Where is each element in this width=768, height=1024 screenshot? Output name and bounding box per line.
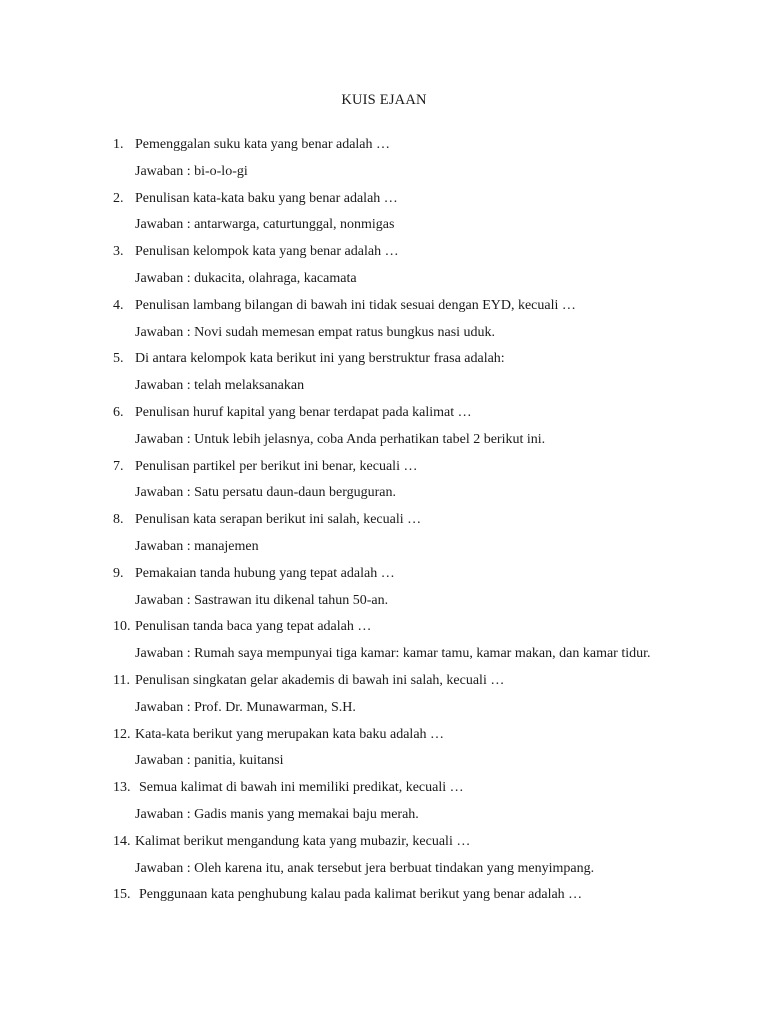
question-text: Kata-kata berikut yang merupakan kata baku adalah … [135, 726, 445, 742]
item-number: 5. [113, 351, 124, 367]
quiz-item [0, 829, 768, 883]
answer-text: Jawaban : antarwarga, caturtunggal, nonmigas [135, 217, 395, 233]
page-title: KUIS EJAAN [341, 92, 427, 108]
answer-text: Jawaban : Novi sudah memesan empat ratus bungkus nasi uduk. [135, 324, 496, 340]
question-text: Penulisan kata-kata baku yang benar adalah … [135, 190, 398, 206]
answer-text: Jawaban : Sastrawan itu dikenal tahun 50-an. [135, 592, 389, 608]
question-text: Pemenggalan suku kata yang benar adalah … [135, 137, 391, 152]
answer-text: Jawaban : Prof. Dr. Munawarman, S.H. [135, 699, 356, 715]
item-number: 14. [113, 833, 131, 849]
answer-text: Jawaban : bi-o-lo-gi [135, 163, 248, 179]
question-text: Penulisan kelompok kata yang benar adalah … [135, 244, 399, 260]
question-text: Penulisan tanda baca yang tepat adalah … [135, 619, 372, 635]
quiz-item [0, 614, 768, 668]
answer-text: Jawaban : Rumah saya mempunyai tiga kamar: kamar tamu, kamar makan, dan kamar tidur. [135, 646, 651, 662]
item-number: 13. [113, 780, 131, 796]
quiz-item [0, 722, 768, 776]
question-text: Penulisan kata serapan berikut ini salah, kecuali … [135, 512, 422, 528]
quiz-item [0, 668, 768, 722]
quiz-list [0, 132, 768, 909]
item-number: 7. [113, 458, 124, 474]
answer-text: Jawaban : panitia, kuitansi [135, 753, 284, 769]
answer-text: Jawaban : Untuk lebih jelasnya, coba Anda perhatikan tabel 2 berikut ini. [135, 431, 546, 447]
quiz-item [0, 454, 768, 508]
item-number: 3. [113, 244, 124, 260]
item-number: 2. [113, 190, 124, 206]
quiz-item [0, 775, 768, 829]
quiz-item [0, 186, 768, 240]
question-text: Penulisan singkatan gelar akademis di bawah ini salah, kecuali … [135, 672, 505, 688]
question-text: Kalimat berikut mengandung kata yang mubazir, kecuali … [135, 833, 471, 849]
quiz-item [0, 293, 768, 347]
item-number: 4. [113, 297, 124, 313]
item-number: 15. [113, 887, 131, 903]
answer-text: Jawaban : dukacita, olahraga, kacamata [135, 270, 357, 286]
answer-text: Jawaban : manajemen [135, 538, 259, 554]
quiz-item [0, 239, 768, 293]
question-text: Penulisan lambang bilangan di bawah ini tidak sesuai dengan EYD, kecuali … [135, 297, 576, 313]
item-number: 6. [113, 404, 124, 420]
answer-text: Jawaban : Oleh karena itu, anak tersebut jera berbuat tindakan yang menyimpang. [135, 860, 595, 876]
item-number: 8. [113, 512, 124, 528]
answer-text: Jawaban : Gadis manis yang memakai baju merah. [135, 806, 419, 822]
item-number: 9. [113, 565, 124, 581]
question-text: Semua kalimat di bawah ini memiliki predikat, kecuali … [139, 780, 464, 796]
item-number: 1. [113, 137, 124, 152]
question-text: Penulisan huruf kapital yang benar terdapat pada kalimat … [135, 404, 472, 420]
answer-text: Jawaban : Satu persatu daun-daun berguguran. [135, 485, 396, 501]
quiz-item [0, 400, 768, 454]
question-text: Pemakaian tanda hubung yang tepat adalah … [135, 565, 395, 581]
question-text: Penggunaan kata penghubung kalau pada kalimat berikut yang benar adalah … [139, 887, 583, 903]
quiz-item [0, 882, 768, 909]
quiz-item [0, 561, 768, 615]
quiz-item [0, 346, 768, 400]
item-number: 11. [113, 672, 130, 688]
item-number: 10. [113, 619, 131, 635]
question-text: Penulisan partikel per berikut ini benar, kecuali … [135, 458, 418, 474]
quiz-item [0, 507, 768, 561]
quiz-item [0, 132, 768, 186]
answer-text: Jawaban : telah melaksanakan [135, 378, 305, 394]
item-number: 12. [113, 726, 131, 742]
question-text: Di antara kelompok kata berikut ini yang berstruktur frasa adalah: [135, 351, 505, 367]
